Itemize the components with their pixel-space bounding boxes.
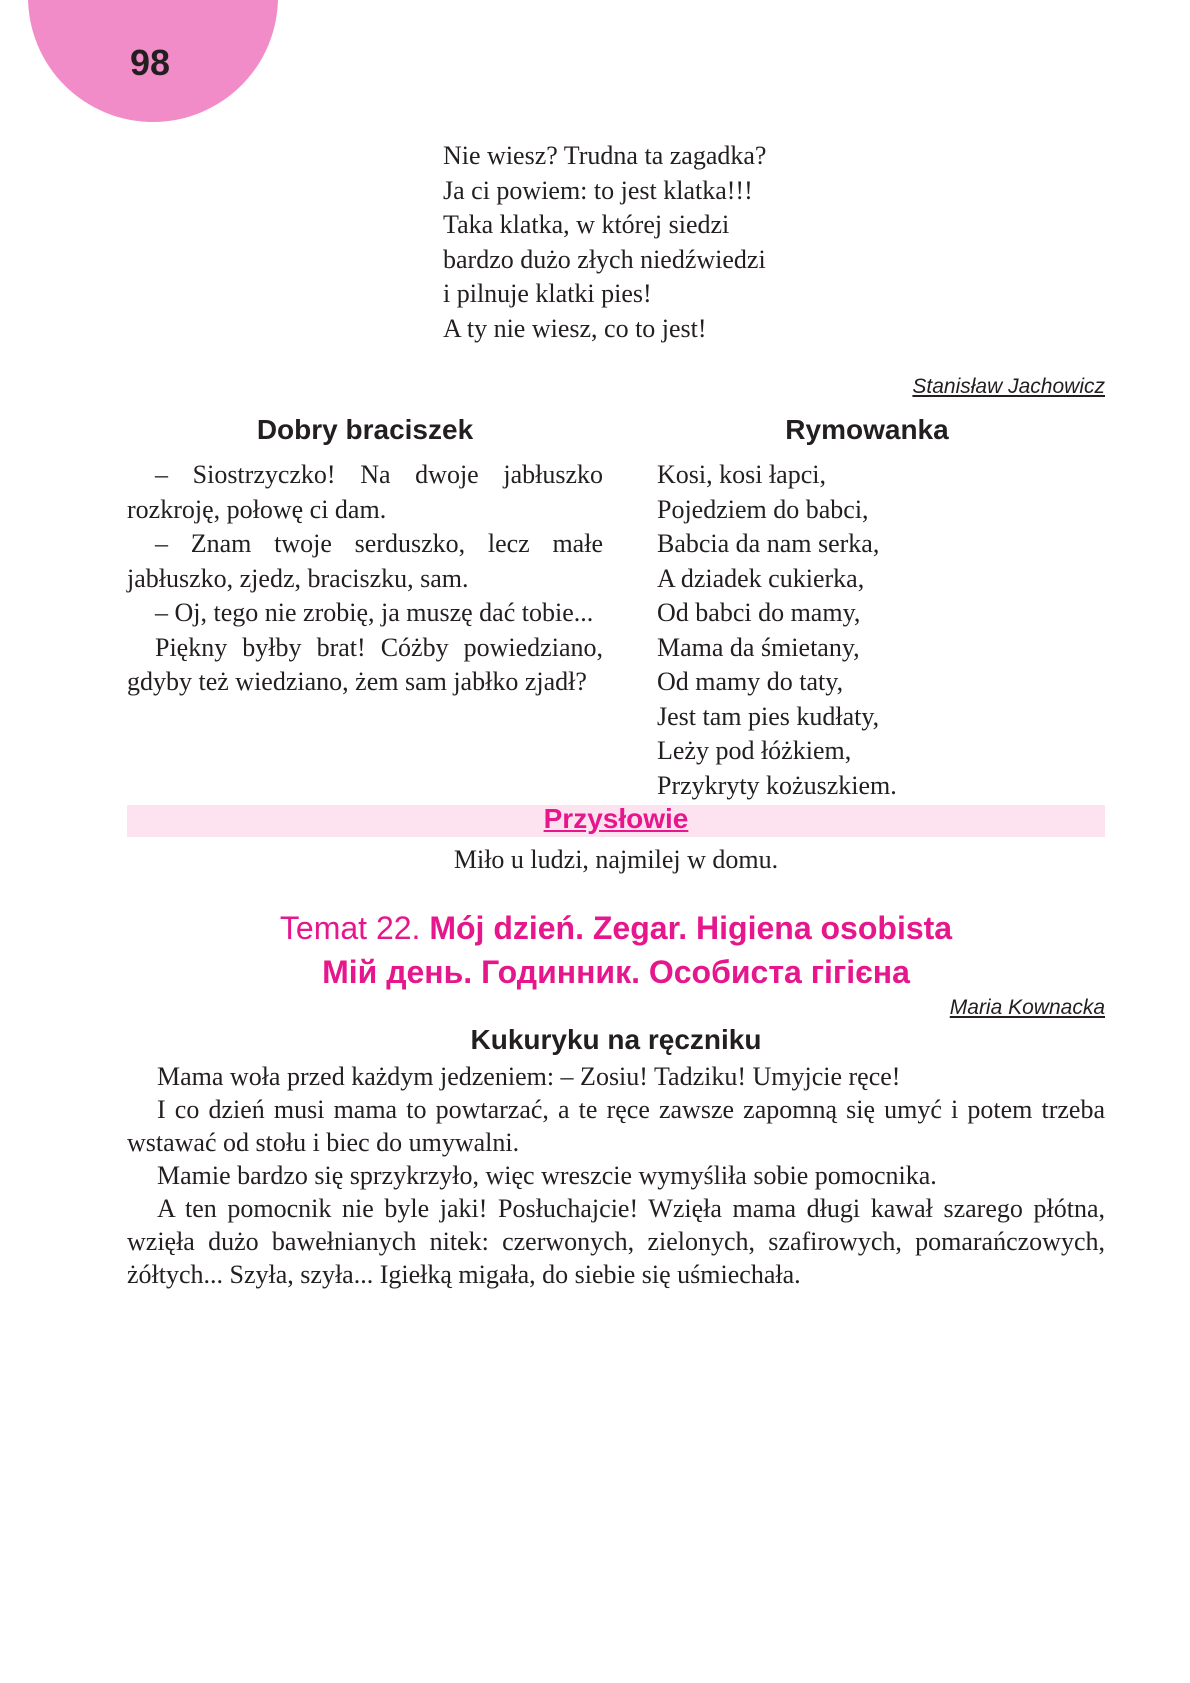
story-paragraph: Piękny byłby brat! Cóżby powiedziano, gdyby też wiedziano, żem sam jabłko zjadł? — [127, 632, 603, 696]
rhyme-line: Leży pod łóżkiem, — [657, 736, 852, 765]
story2-paragraph: Mamie bardzo się sprzykrzyło, więc wreszcie wymyśliła sobie pomocnika. — [157, 1161, 937, 1190]
rhyme-line: Od babci do mamy, — [657, 598, 861, 627]
proverb-title: Przysłowie — [543, 803, 689, 834]
poem-top — [443, 139, 766, 346]
story2-paragraph: Mama woła przed każdym jedzeniem: – Zosiu! Tadziku! Umyjcie ręce! — [157, 1062, 901, 1091]
story2-paragraph: A ten pomocnik nie byle jaki! Posłuchajcie! Wzięła mama długi kawał szarego płótna, wzięła dużo bawełnianych nitek: czerwonych, zielonych, szafirowych, pomarańczowych, żółtych... Szyła, szyła... Igiełką migała, do siebie się uśmiechała. — [127, 1194, 1105, 1289]
poem-line: A ty nie wiesz, co to jest! — [443, 313, 707, 343]
poem-line: Nie wiesz? Trudna ta zagadka? — [443, 141, 767, 170]
story-text — [127, 458, 603, 700]
story-paragraph: – Siostrzyczko! Na dwoje jabłuszko rozkroję, połowę ci dam. — [127, 460, 603, 524]
story2-author: Maria Kownacka — [949, 996, 1105, 1019]
rhyme-line: Przykryty kożuszkiem. — [657, 770, 897, 800]
story2-paragraph: I co dzień musi mama to powtarzać, a te ręce zawsze zapomną się umyć i potem trzeba wstawać od stołu i biec do umywalni. — [127, 1095, 1105, 1157]
topic-prefix: Temat 22. — [279, 910, 421, 946]
topic-title-pl: Mój dzień. Zegar. Higiena osobista — [429, 910, 953, 946]
topic-heading-pl — [127, 910, 1105, 947]
proverb-text: Miło u ludzi, najmilej w domu. — [453, 845, 779, 874]
rhyme-line: Od mamy do taty, — [657, 667, 844, 696]
poem-line: i pilnuje klatki pies! — [443, 279, 652, 308]
story-paragraph: – Znam twoje serduszko, lecz małe jabłuszko, zjedz, braciszku, sam. — [127, 529, 603, 593]
rhyme-line: Jest tam pies kudłaty, — [657, 701, 880, 731]
poem-author: Stanisław Jachowicz — [912, 375, 1105, 398]
poem-line: Ja ci powiem: to jest klatka!!! — [443, 175, 753, 205]
rhyme-text — [657, 458, 897, 803]
rhyme-line: Pojedziem do babci, — [657, 494, 869, 524]
page-number: 98 — [130, 42, 171, 83]
rhyme-line: Kosi, kosi łapci, — [657, 460, 826, 489]
story-title: Dobry braciszek — [256, 414, 474, 445]
poem-line: bardzo dużo złych niedźwiedzi — [443, 244, 766, 274]
rhyme-line: Babcia da nam serka, — [657, 529, 880, 558]
rhyme-title: Rymowanka — [785, 414, 949, 445]
rhyme-line: Mama da śmietany, — [657, 632, 860, 662]
poem-line: Taka klatka, w której siedzi — [443, 210, 730, 239]
rhyme-line: A dziadek cukierka, — [657, 563, 865, 593]
story2-title: Kukuryku na ręczniku — [470, 1024, 762, 1055]
story-paragraph: – Oj, tego nie zrobię, ja muszę dać tobie... — [155, 598, 594, 627]
topic-title-uk: Мій день. Годинник. Особиста гігієна — [322, 954, 910, 990]
story2-text — [127, 1060, 1105, 1291]
